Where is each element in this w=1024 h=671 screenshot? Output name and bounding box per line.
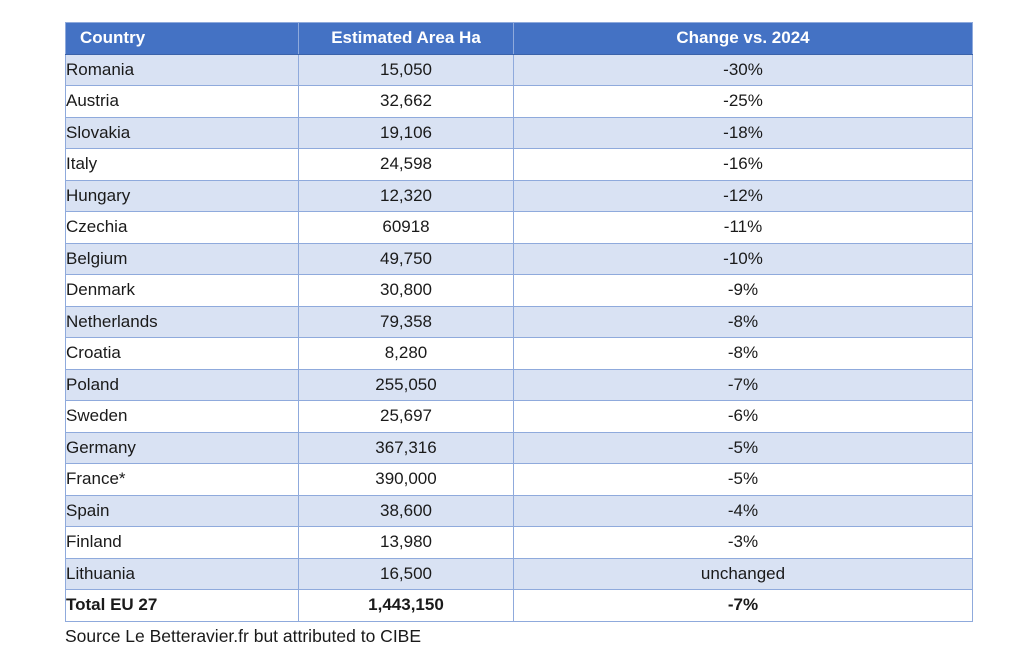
area-cell: 49,750 — [299, 243, 514, 275]
table-row — [66, 432, 973, 464]
area-cell: 1,443,150 — [299, 590, 514, 622]
change-cell: -5% — [514, 432, 973, 464]
country-cell: Czechia — [66, 212, 299, 244]
country-cell: France* — [66, 464, 299, 496]
table-body — [66, 54, 973, 621]
country-cell: Belgium — [66, 243, 299, 275]
table-row — [66, 243, 973, 275]
area-cell: 390,000 — [299, 464, 514, 496]
area-cell: 255,050 — [299, 369, 514, 401]
table-row — [66, 86, 973, 118]
area-cell: 24,598 — [299, 149, 514, 181]
country-cell: Total EU 27 — [66, 590, 299, 622]
change-cell: -30% — [514, 54, 973, 86]
table-header — [66, 23, 973, 55]
area-cell: 19,106 — [299, 117, 514, 149]
area-cell: 16,500 — [299, 558, 514, 590]
change-cell: -18% — [514, 117, 973, 149]
country-cell: Finland — [66, 527, 299, 559]
country-cell: Poland — [66, 369, 299, 401]
country-cell: Austria — [66, 86, 299, 118]
country-cell: Hungary — [66, 180, 299, 212]
table-row — [66, 212, 973, 244]
country-cell: Romania — [66, 54, 299, 86]
country-cell: Sweden — [66, 401, 299, 433]
country-cell: Croatia — [66, 338, 299, 370]
change-cell: -8% — [514, 338, 973, 370]
change-cell: -3% — [514, 527, 973, 559]
sugar-beet-area-table — [65, 22, 973, 622]
table-row — [66, 306, 973, 338]
column-header-change-vs-2024: Change vs. 2024 — [514, 23, 973, 55]
table-row — [66, 54, 973, 86]
column-header-estimated-area-ha: Estimated Area Ha — [299, 23, 514, 55]
table-row — [66, 401, 973, 433]
table-row — [66, 180, 973, 212]
table-row — [66, 149, 973, 181]
area-cell: 13,980 — [299, 527, 514, 559]
source-attribution: Source Le Betteravier.fr but attributed to CIBE — [65, 626, 422, 646]
change-cell: unchanged — [514, 558, 973, 590]
change-cell: -6% — [514, 401, 973, 433]
change-cell: -9% — [514, 275, 973, 307]
total-row — [66, 590, 973, 622]
area-cell: 15,050 — [299, 54, 514, 86]
change-cell: -16% — [514, 149, 973, 181]
table-row — [66, 275, 973, 307]
change-cell: -4% — [514, 495, 973, 527]
country-cell: Lithuania — [66, 558, 299, 590]
table-row — [66, 117, 973, 149]
country-cell: Italy — [66, 149, 299, 181]
area-cell: 25,697 — [299, 401, 514, 433]
header-row — [66, 23, 973, 55]
change-cell: -12% — [514, 180, 973, 212]
country-cell: Spain — [66, 495, 299, 527]
change-cell: -25% — [514, 86, 973, 118]
change-cell: -10% — [514, 243, 973, 275]
area-cell: 30,800 — [299, 275, 514, 307]
table-row — [66, 527, 973, 559]
country-cell: Slovakia — [66, 117, 299, 149]
area-cell: 12,320 — [299, 180, 514, 212]
area-cell: 32,662 — [299, 86, 514, 118]
area-cell: 79,358 — [299, 306, 514, 338]
country-cell: Germany — [66, 432, 299, 464]
area-cell: 367,316 — [299, 432, 514, 464]
table-row — [66, 464, 973, 496]
change-cell: -11% — [514, 212, 973, 244]
area-cell: 38,600 — [299, 495, 514, 527]
change-cell: -7% — [514, 590, 973, 622]
column-header-country: Country — [66, 23, 299, 55]
change-cell: -5% — [514, 464, 973, 496]
table-row — [66, 558, 973, 590]
country-cell: Netherlands — [66, 306, 299, 338]
table-row — [66, 338, 973, 370]
change-cell: -8% — [514, 306, 973, 338]
table-row — [66, 369, 973, 401]
change-cell: -7% — [514, 369, 973, 401]
area-cell: 60918 — [299, 212, 514, 244]
table-row — [66, 495, 973, 527]
country-cell: Denmark — [66, 275, 299, 307]
area-cell: 8,280 — [299, 338, 514, 370]
